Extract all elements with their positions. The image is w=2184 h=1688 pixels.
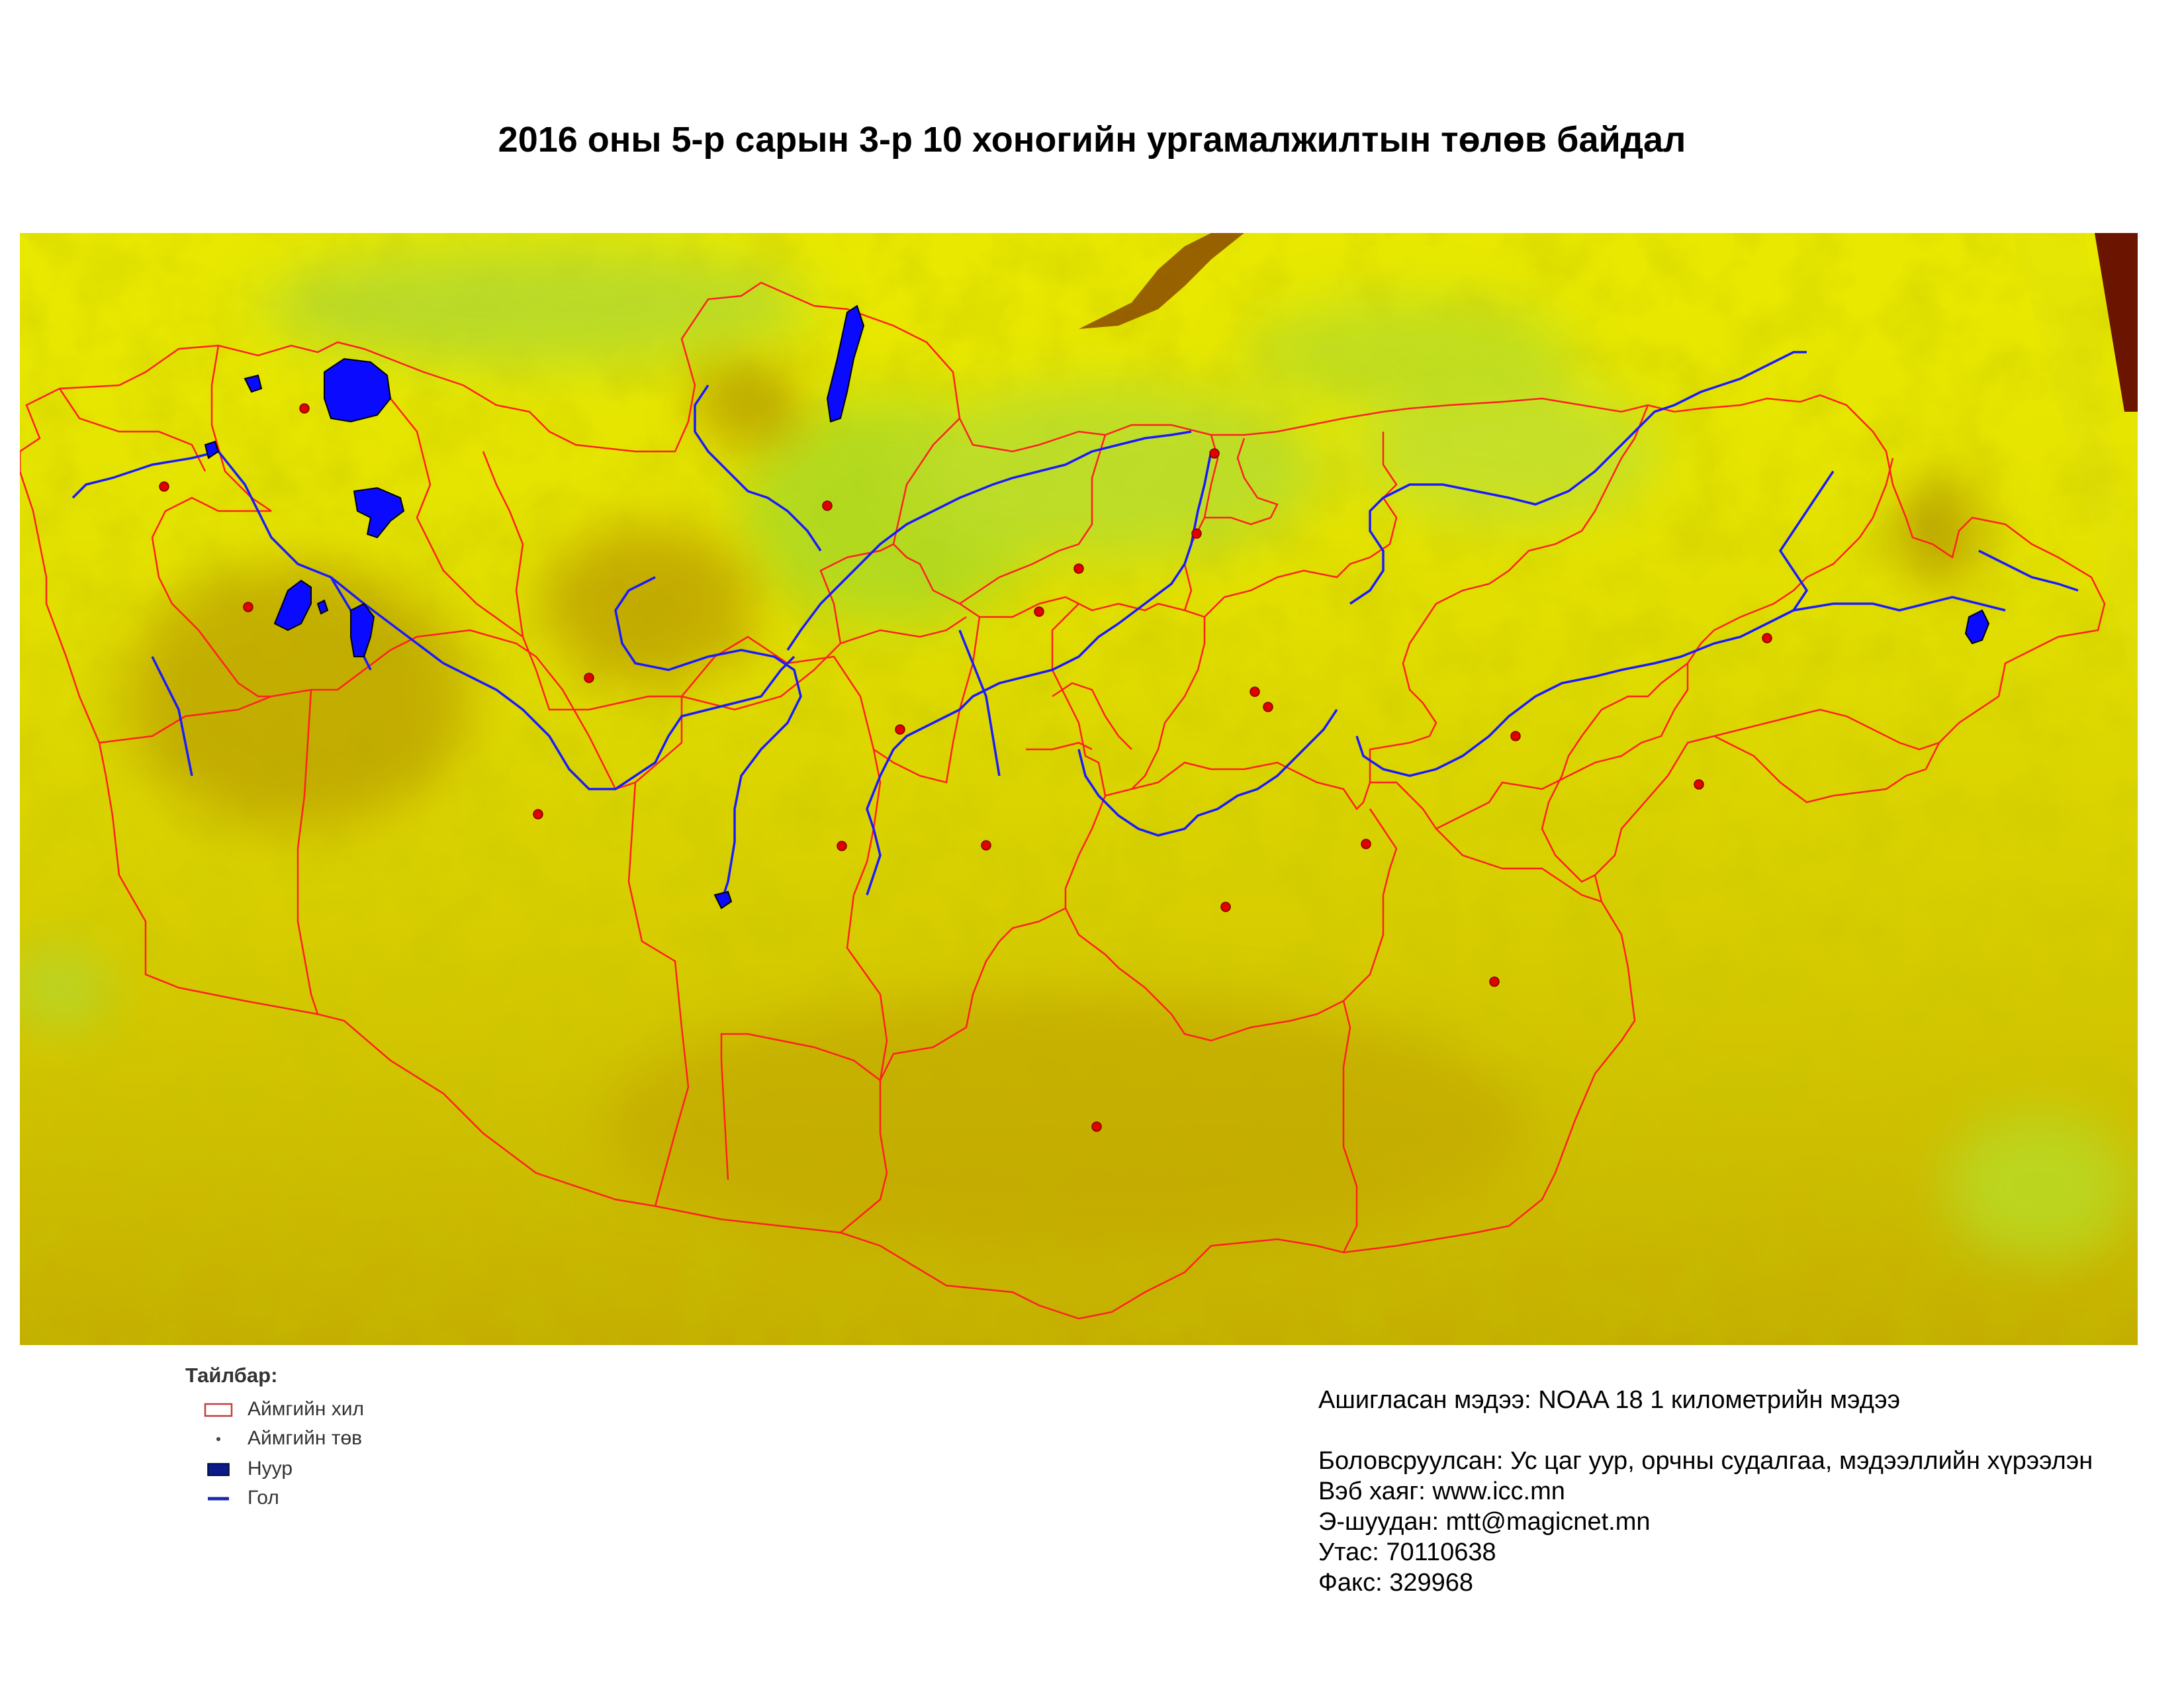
aimag-center: [584, 673, 594, 682]
aimag-center: [1361, 839, 1371, 849]
aimag-center: [159, 482, 169, 491]
aimag-center: [300, 404, 309, 413]
email: Э-шуудан: mtt@magicnet.mn: [1318, 1508, 1651, 1536]
legend: Тайлбар: Аймгийн хил Аймгийн төв Нуур Гол: [159, 1364, 503, 1562]
aimag-center: [823, 501, 832, 510]
website: Вэб хаяг: www.icc.mn: [1318, 1477, 1565, 1505]
aimag-center: [1192, 529, 1201, 538]
vegetation-map: [20, 233, 2138, 1345]
aimag-center: [981, 841, 991, 850]
fax: Факс: 329968: [1318, 1569, 1473, 1597]
data-source: Ашигласан мэдээ: NOAA 18 1 километрийн мэдээ: [1318, 1386, 1901, 1414]
aimag-center: [1263, 702, 1273, 712]
aimag-center: [1074, 564, 1083, 573]
lake-symbol: [204, 1462, 233, 1477]
phone: Утас: 70110638: [1318, 1538, 1496, 1566]
center-symbol: [204, 1431, 233, 1447]
legend-title: Тайлбар:: [185, 1364, 278, 1387]
aimag-center: [1762, 633, 1772, 643]
aimag-center: [1250, 687, 1259, 696]
aimag-center: [1490, 977, 1499, 986]
boundary-symbol: [204, 1402, 233, 1418]
aimag-center: [837, 841, 846, 851]
map-title: 2016 оны 5-р сарын 3-р 10 хоногийн ургамалжилтын төлөв байдал: [498, 120, 1686, 160]
aimag-center: [533, 810, 543, 819]
processed-by: Боловсруулсан: Ус цаг уур, орчны судалгаа, мэдээллийн хүрээлэн: [1318, 1447, 2093, 1475]
aimag-center: [1210, 449, 1219, 458]
aimag-center: [1694, 780, 1704, 789]
river-symbol: [204, 1491, 233, 1507]
info-block: [1318, 1385, 2093, 1598]
aimag-center: [244, 602, 253, 612]
aimag-center: [1034, 607, 1044, 616]
aimag-center: [1092, 1122, 1101, 1131]
aimag-center: [895, 725, 905, 734]
aimag-center: [1221, 902, 1230, 912]
aimag-center: [1511, 731, 1520, 741]
